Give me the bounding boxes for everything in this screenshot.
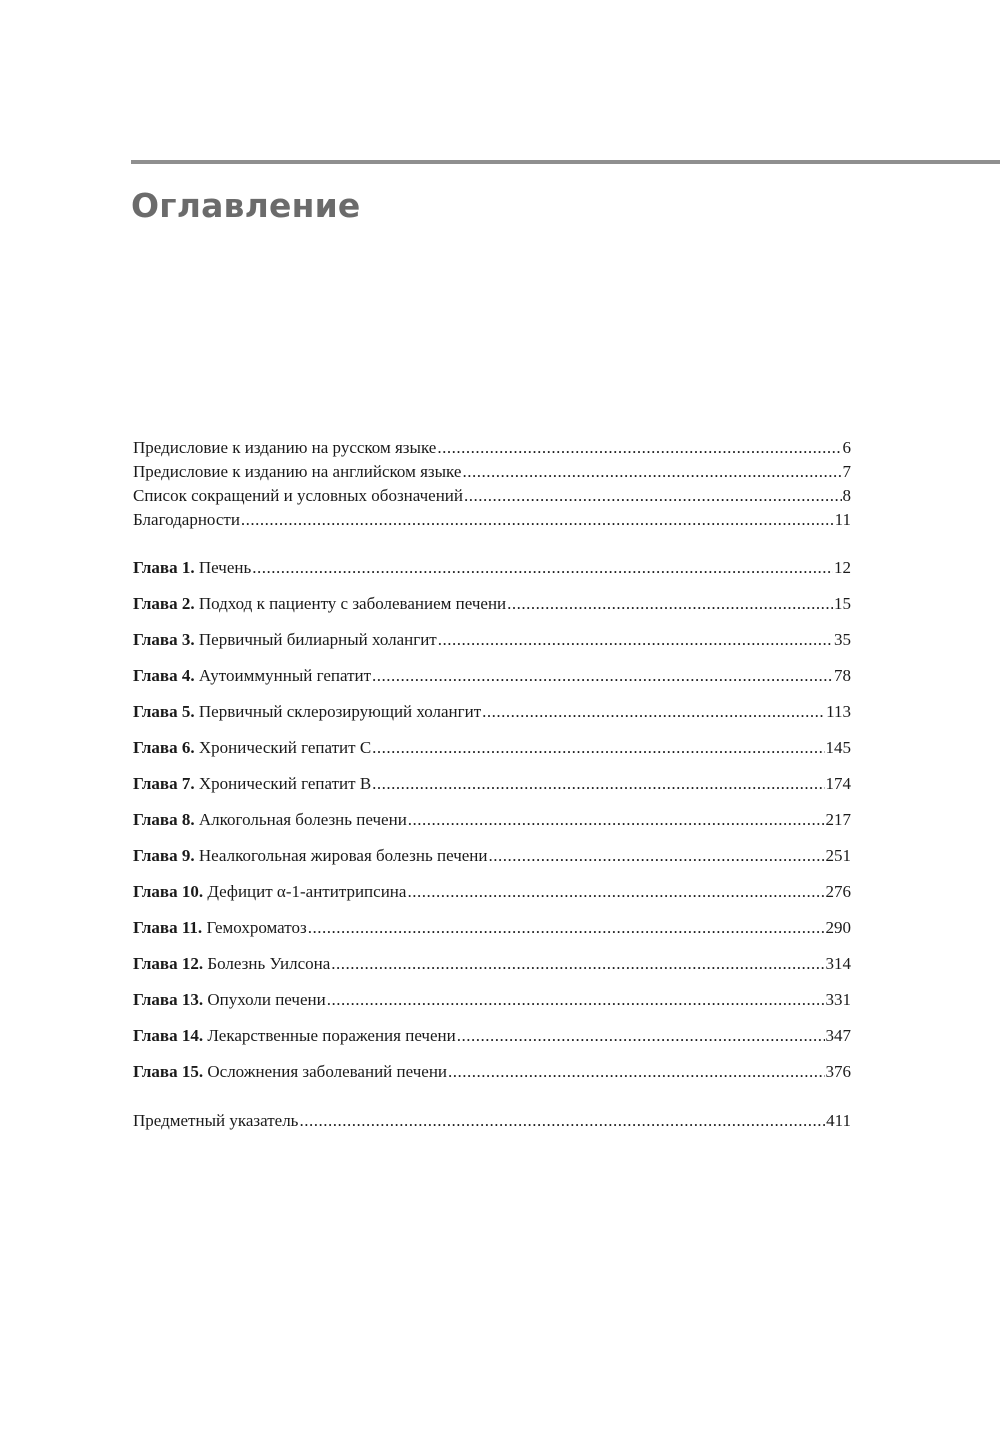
chapter-page: 290 bbox=[825, 918, 851, 937]
dot-leader bbox=[462, 460, 841, 484]
chapter-label bbox=[133, 910, 307, 946]
chapter-label bbox=[133, 982, 326, 1018]
dot-leader bbox=[252, 550, 833, 586]
dot-leader bbox=[457, 1018, 825, 1054]
dot-leader bbox=[489, 838, 825, 874]
chapter-page: 331 bbox=[825, 990, 851, 1009]
dot-leader bbox=[407, 874, 824, 910]
chapter-page: 174 bbox=[825, 774, 851, 793]
chapter-page: 251 bbox=[825, 846, 851, 865]
dot-leader bbox=[327, 982, 825, 1018]
dot-leader bbox=[438, 622, 833, 658]
toc-entry-label: Список сокращений и условных обозначений bbox=[133, 486, 464, 505]
chapter-title: Болезнь Уилсона bbox=[207, 954, 331, 973]
chapter-page: 15 bbox=[834, 594, 851, 613]
chapter-label bbox=[133, 730, 371, 766]
chapter-label bbox=[133, 1054, 447, 1090]
chapter-entry[interactable] bbox=[133, 802, 851, 838]
dot-leader bbox=[331, 946, 824, 982]
toc-entry-page: 7 bbox=[842, 462, 851, 481]
chapter-entry[interactable] bbox=[133, 982, 851, 1018]
table-of-contents bbox=[133, 436, 851, 1136]
chapter-title: Неалкогольная жировая болезнь печени bbox=[198, 846, 488, 865]
toc-entry-page: 11 bbox=[834, 510, 851, 529]
chapter-title: Алкогольная болезнь печени bbox=[198, 810, 407, 829]
chapter-number: Глава 9. bbox=[133, 846, 195, 865]
dot-leader bbox=[464, 484, 841, 508]
chapter-page: 145 bbox=[825, 738, 851, 757]
toc-entry-page: 411 bbox=[826, 1111, 851, 1130]
toc-entry[interactable] bbox=[133, 508, 851, 532]
dot-leader bbox=[372, 766, 824, 802]
chapter-entry[interactable] bbox=[133, 838, 851, 874]
chapter-entry[interactable] bbox=[133, 586, 851, 622]
chapter-number: Глава 4. bbox=[133, 666, 195, 685]
chapter-number: Глава 11. bbox=[133, 918, 203, 937]
chapter-page: 347 bbox=[825, 1026, 851, 1045]
chapter-entry[interactable] bbox=[133, 622, 851, 658]
chapter-title: Гемохроматоз bbox=[206, 918, 307, 937]
toc-entry-label: Предисловие к изданию на английском языке bbox=[133, 462, 462, 481]
page-title: Оглавление bbox=[131, 186, 361, 225]
chapter-title: Первичный склерозирующий холангит bbox=[198, 702, 482, 721]
chapter-entry[interactable] bbox=[133, 766, 851, 802]
chapter-entry[interactable] bbox=[133, 910, 851, 946]
chapter-title: Аутоиммунный гепатит bbox=[198, 666, 372, 685]
toc-entry-page: 8 bbox=[842, 486, 851, 505]
chapter-label bbox=[133, 550, 251, 586]
chapter-label bbox=[133, 622, 437, 658]
chapter-number: Глава 13. bbox=[133, 990, 204, 1009]
chapter-number: Глава 14. bbox=[133, 1026, 204, 1045]
back-matter-list bbox=[133, 1106, 851, 1136]
chapter-label bbox=[133, 838, 488, 874]
chapter-entry[interactable] bbox=[133, 730, 851, 766]
dot-leader bbox=[299, 1106, 825, 1136]
toc-entry-label: Предисловие к изданию на русском языке bbox=[133, 438, 437, 457]
chapter-label bbox=[133, 874, 406, 910]
chapter-label bbox=[133, 1018, 456, 1054]
chapter-title: Печень bbox=[198, 558, 252, 577]
chapter-number: Глава 2. bbox=[133, 594, 195, 613]
chapter-label bbox=[133, 802, 407, 838]
header-rule bbox=[131, 160, 1000, 164]
chapter-page: 113 bbox=[826, 702, 851, 721]
chapter-label bbox=[133, 586, 506, 622]
dot-leader bbox=[437, 436, 841, 460]
chapter-page: 35 bbox=[834, 630, 851, 649]
chapter-page: 217 bbox=[825, 810, 851, 829]
chapter-title: Дефицит α-1-антитрипсина bbox=[207, 882, 407, 901]
toc-entry[interactable] bbox=[133, 1106, 851, 1136]
chapter-entry[interactable] bbox=[133, 550, 851, 586]
toc-entry-label: Предметный указатель bbox=[133, 1111, 299, 1130]
chapter-number: Глава 6. bbox=[133, 738, 195, 757]
chapter-label bbox=[133, 766, 371, 802]
toc-entry[interactable] bbox=[133, 460, 851, 484]
chapter-title: Лекарственные поражения печени bbox=[207, 1026, 456, 1045]
toc-entry[interactable] bbox=[133, 484, 851, 508]
chapter-page: 314 bbox=[825, 954, 851, 973]
chapter-entry[interactable] bbox=[133, 1054, 851, 1090]
chapter-label bbox=[133, 658, 371, 694]
chapter-number: Глава 8. bbox=[133, 810, 195, 829]
chapter-page: 276 bbox=[825, 882, 851, 901]
dot-leader bbox=[308, 910, 825, 946]
chapter-title: Хронический гепатит В bbox=[198, 774, 372, 793]
chapter-number: Глава 15. bbox=[133, 1062, 204, 1081]
chapter-number: Глава 12. bbox=[133, 954, 204, 973]
chapter-number: Глава 10. bbox=[133, 882, 204, 901]
chapter-title: Хронический гепатит С bbox=[198, 738, 372, 757]
toc-entry-label: Благодарности bbox=[133, 510, 240, 529]
chapter-title: Первичный билиарный холангит bbox=[198, 630, 437, 649]
dot-leader bbox=[507, 586, 833, 622]
dot-leader bbox=[482, 694, 825, 730]
chapter-entry[interactable] bbox=[133, 694, 851, 730]
dot-leader bbox=[372, 730, 824, 766]
toc-entry[interactable] bbox=[133, 436, 851, 460]
chapter-entry[interactable] bbox=[133, 658, 851, 694]
chapter-label bbox=[133, 946, 330, 982]
chapter-page: 12 bbox=[834, 558, 851, 577]
chapter-number: Глава 3. bbox=[133, 630, 195, 649]
front-matter-list bbox=[133, 436, 851, 532]
chapter-entry[interactable] bbox=[133, 1018, 851, 1054]
chapter-page: 376 bbox=[825, 1062, 851, 1081]
toc-entry-page: 6 bbox=[842, 438, 851, 457]
chapter-title: Подход к пациенту с заболеванием печени bbox=[198, 594, 507, 613]
chapter-label bbox=[133, 694, 481, 730]
dot-leader bbox=[408, 802, 825, 838]
chapter-page: 78 bbox=[834, 666, 851, 685]
dot-leader bbox=[241, 508, 834, 532]
chapter-list bbox=[133, 550, 851, 1090]
chapter-entry[interactable] bbox=[133, 946, 851, 982]
chapter-entry[interactable] bbox=[133, 874, 851, 910]
chapter-number: Глава 7. bbox=[133, 774, 195, 793]
chapter-title: Опухоли печени bbox=[207, 990, 326, 1009]
chapter-title: Осложнения заболеваний печени bbox=[207, 1062, 448, 1081]
chapter-number: Глава 1. bbox=[133, 558, 195, 577]
chapter-number: Глава 5. bbox=[133, 702, 195, 721]
dot-leader bbox=[448, 1054, 824, 1090]
dot-leader bbox=[372, 658, 833, 694]
